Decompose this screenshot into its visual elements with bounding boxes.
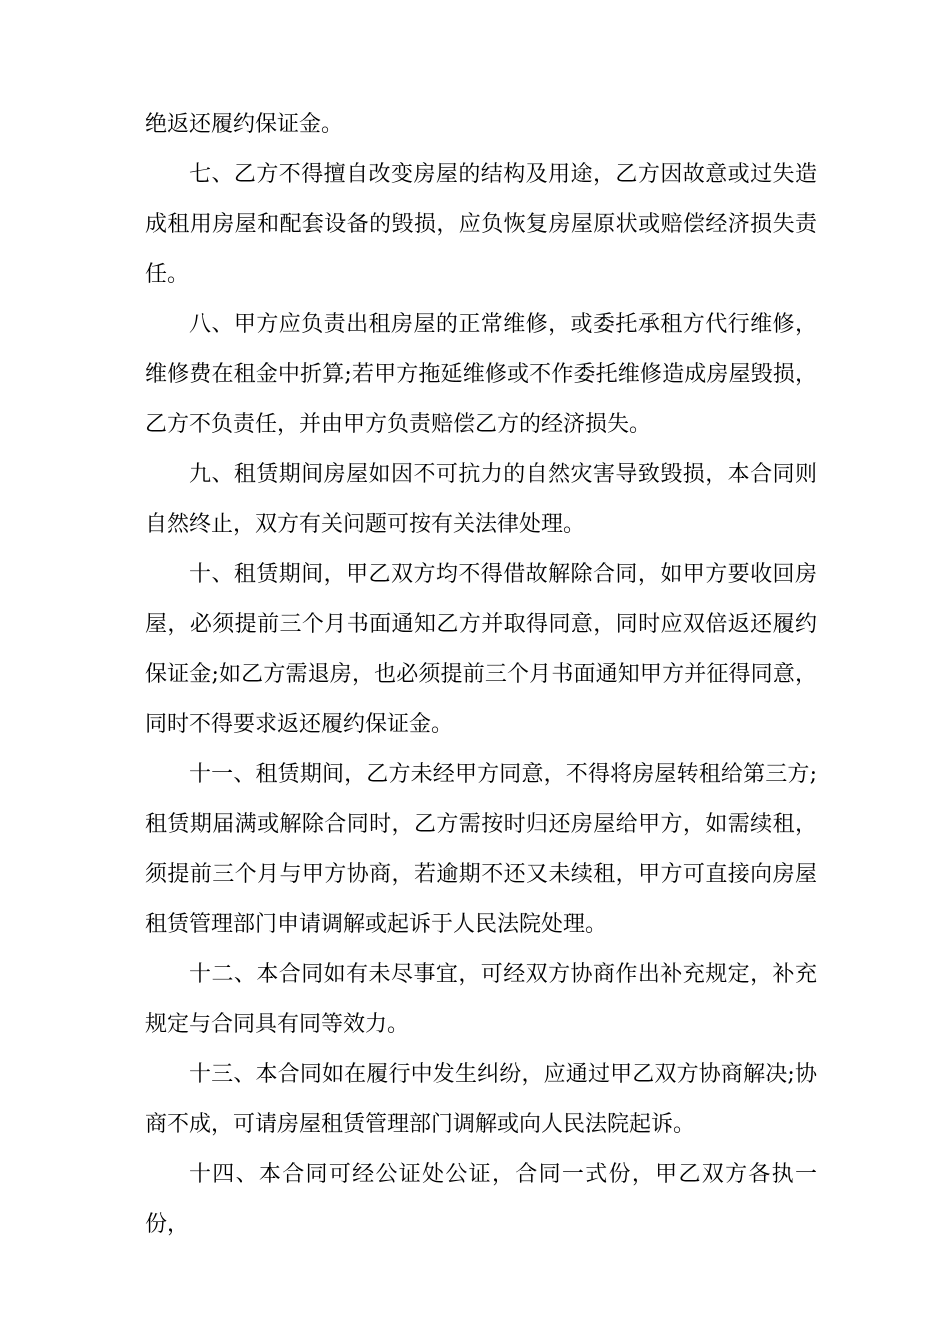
paragraph-clause-13: 十三、本合同如在履行中发生纠纷，应通过甲乙双方协商解决;协商不成，可请房屋租赁管理部门调解或向人民法院起诉。 — [145, 1062, 817, 1137]
paragraph-clause-8: 八、甲方应负责出租房屋的正常维修，或委托承租方代行维修，维修费在租金中折算;若甲方拖延维修或不作委托维修造成房屋毁损，乙方不负责任，并由甲方负责赔偿乙方的经济损失。 — [145, 312, 817, 437]
paragraph-clause-12: 十二、本合同如有未尽事宜，可经双方协商作出补充规定，补充规定与合同具有同等效力。 — [145, 962, 817, 1037]
paragraph-clause-14: 十四、本合同可经公证处公证，合同一式份，甲乙双方各执一份， — [145, 1162, 817, 1237]
paragraph-clause-7: 七、乙方不得擅自改变房屋的结构及用途，乙方因故意或过失造成租用房屋和配套设备的毁损，应负恢复房屋原状或赔偿经济损失责任。 — [145, 162, 817, 287]
paragraph-clause-9: 九、租赁期间房屋如因不可抗力的自然灾害导致毁损，本合同则自然终止，双方有关问题可按有关法律处理。 — [145, 462, 817, 537]
paragraph-continuation: 绝返还履约保证金。 — [145, 112, 344, 137]
paragraph-clause-10: 十、租赁期间，甲乙双方均不得借故解除合同，如甲方要收回房屋，必须提前三个月书面通知乙方并取得同意，同时应双倍返还履约保证金;如乙方需退房，也必须提前三个月书面通知甲方并征得同意，同时不得要求返还履约保证金。 — [145, 562, 817, 737]
contract-body — [145, 100, 817, 1250]
paragraph-clause-11: 十一、租赁期间，乙方未经甲方同意，不得将房屋转租给第三方;租赁期届满或解除合同时，乙方需按时归还房屋给甲方，如需续租，须提前三个月与甲方协商，若逾期不还又未续租，甲方可直接向房屋租赁管理部门申请调解或起诉于人民法院处理。 — [145, 762, 817, 937]
